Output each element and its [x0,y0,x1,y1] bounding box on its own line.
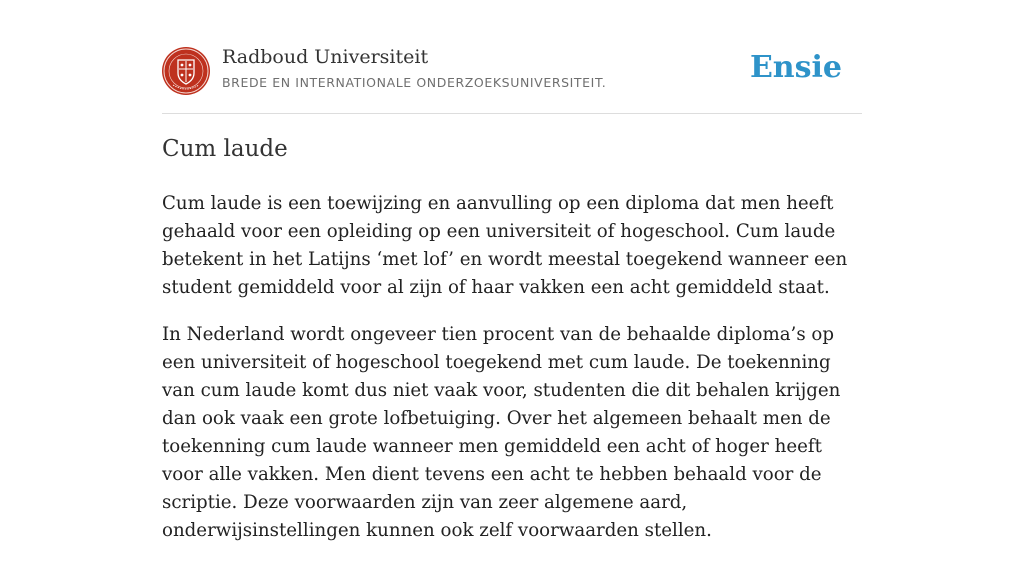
article-paragraph: Cum laude is een toewijzing en aanvulling op een diploma dat men heeft gehaald voor een opleiding op een universiteit of hogeschool. Cum laude betekent in het Latijns ‘met lof’ en wordt meestal toegekend wanneer een student gemiddeld voor al zijn of haar vakken een acht gemiddeld staat. [162,193,848,298]
header [162,0,862,114]
org-tagline: BREDE EN INTERNATIONALE ONDERZOEKSUNIVERSITEIT. [222,75,607,90]
radboud-seal-icon[interactable] [162,47,210,95]
org-name: Radboud Universiteit [222,46,429,68]
ensie-logo-link[interactable]: Ensie [749,50,842,85]
page [162,0,862,541]
article-paragraph: In Nederland wordt ongeveer tien procent van de behaalde diploma’s op een universiteit of hogeschool toegekend met cum laude. De toekenning van cum laude komt dus niet vaak voor, studenten die dit behalen krijgen dan ook vaak een grote lofbetuiging. Over het algemeen behaalt men de toekenning cum laude wanneer men gemiddeld een acht of hoger heeft voor alle vakken. Men dient tevens een acht te hebben behaald voor de scriptie. Deze voorwaarden zijn van zeer algemene aard, onderwijsinstellingen kunnen ook zelf voorwaarden stellen. [162,324,841,541]
article-body [162,190,868,564]
article-title: Cum laude [162,136,288,162]
